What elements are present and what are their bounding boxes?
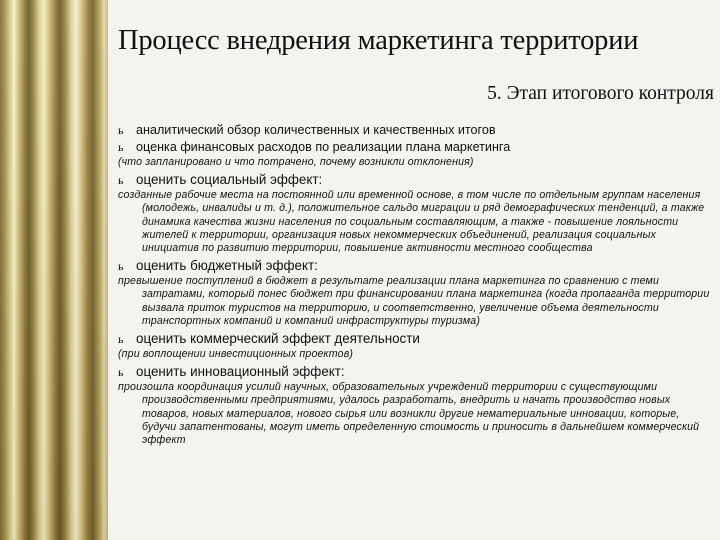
bullet-text: оценить инновационный эффект:	[136, 364, 345, 380]
bullet-marker: ь	[118, 259, 124, 274]
bullet-marker: ь	[118, 123, 124, 137]
bullet-text: оценить социальный эффект:	[136, 172, 323, 188]
bullet-financial-costs	[118, 139, 716, 156]
bullet-social-effect	[118, 171, 716, 189]
bullet-text: оценить бюджетный эффект:	[136, 258, 318, 274]
bullet-commercial-effect	[118, 330, 716, 348]
bullet-budget-effect	[118, 257, 716, 275]
note-social-effect: созданные рабочие места на постоянной или временной основе, в том числе по отдельным группам населения (молодежь, инвалиды и т. д.), положительное сальдо миграции и ряд демографических тенденций, а также динамика качества жизни населения по социальным составляющим, а также - повышение лояльности жителей к территории, организация новых некоммерческих объединений, реализация социальных инициатив по развитию территории, повышение активности местного сообщества	[118, 189, 705, 255]
bullet-text: оценка финансовых расходов по реализации плана маркетинга	[136, 140, 511, 154]
bullet-text: аналитический обзор количественных и качественных итогов	[136, 123, 496, 137]
bullet-marker: ь	[118, 173, 124, 188]
bullet-marker: ь	[118, 140, 124, 154]
note-commercial-effect: (при воплощении инвестиционных проектов)	[118, 348, 354, 361]
note-budget-effect: превышение поступлений в бюджет в результате реализации плана маркетинга по сравнению с теми затратами, который понес бюджет при финансировании плана маркетинга (когда пропаганда территории вызвала приток туристов на территорию, и соответственно, увеличение объема деятельности транспортных компаний и компаний инфраструктуры туризма)	[118, 275, 710, 327]
slide-subtitle: 5. Этап итогового контроля	[487, 83, 714, 104]
bullet-innovation-effect	[118, 363, 716, 381]
note-planned-vs-spent: (что запланировано и что потрачено, почему возникли отклонения)	[118, 156, 474, 168]
decorative-gold-bars	[0, 0, 108, 540]
note-innovation-effect: произошла координация усилий научных, образовательных учреждений территории с существующими производственными предприятиями, удалось разработать, внедрить и начать производство новых товаров, новых материалов, нового сырья или возникли другие нематериальные инновации, которые, будучи запатентованы, могут иметь определенную стоимость и приносить в дальнейшем коммерческий эффект	[118, 381, 700, 447]
bullet-marker: ь	[118, 365, 124, 380]
bullet-text: оценить коммерческий эффект деятельности	[136, 331, 420, 347]
slide-title: Процесс внедрения маркетинга территории	[118, 25, 639, 56]
bullet-marker: ь	[118, 332, 124, 347]
slide-content	[118, 122, 716, 447]
bullet-analytical-review	[118, 122, 716, 139]
